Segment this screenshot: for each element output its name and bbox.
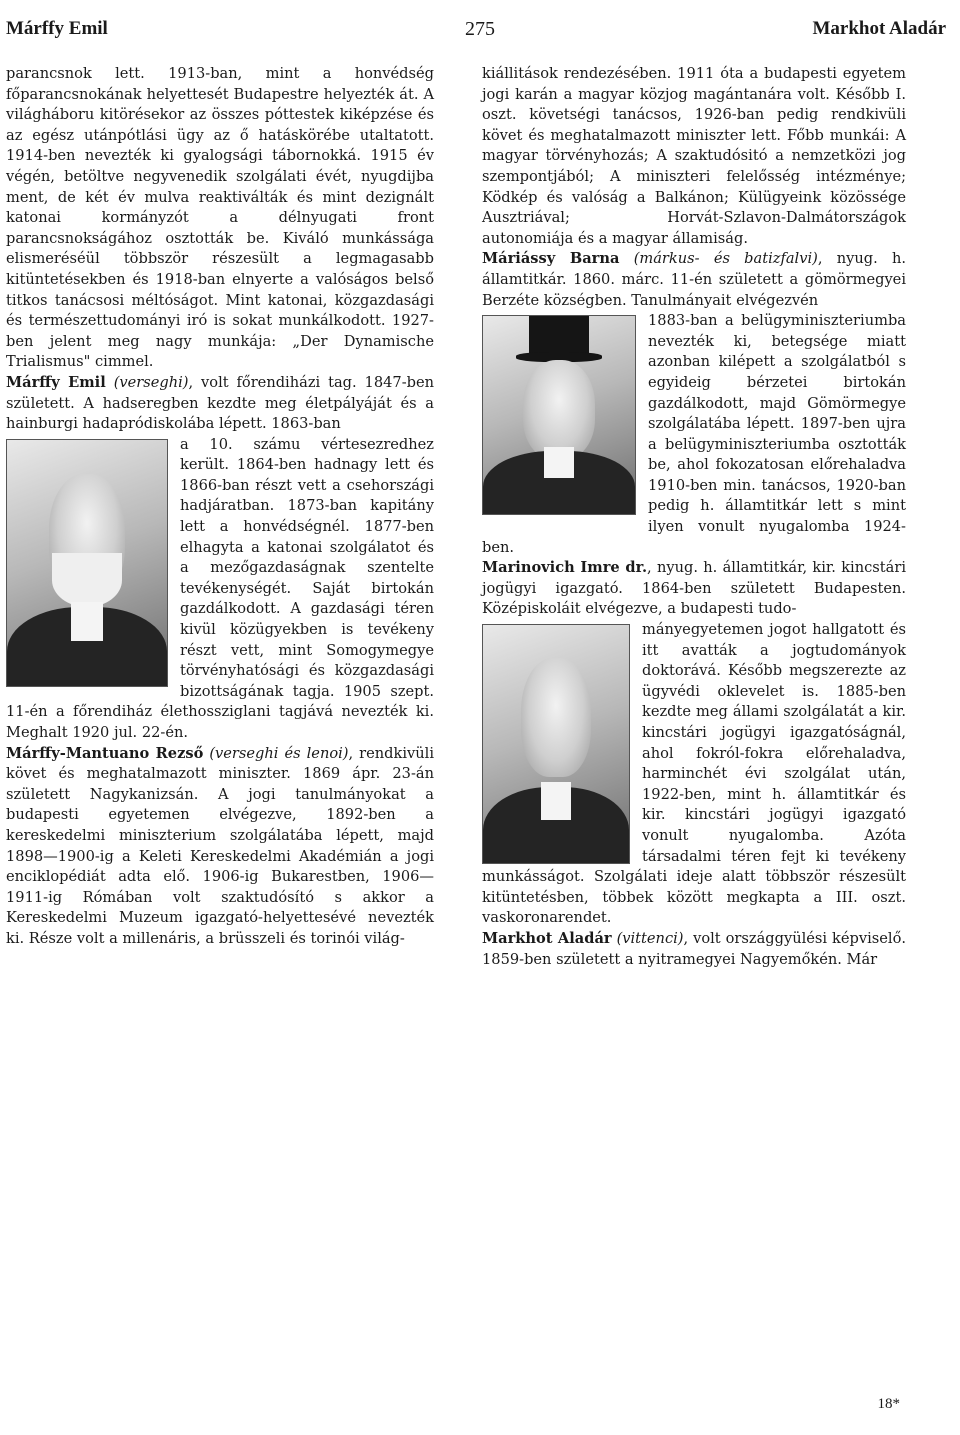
entry-text: , volt főrendiházi tag. 1847-ben született. A hadseregben kezdte meg életpályáját és a hainburgi hadapródiskolába lépett. 1863-ban [6,373,435,433]
entry-markhot-aladar [482,929,906,970]
entry-mariassy-barna [482,249,906,311]
entry-text: , nyug. h. államtitkár. 1860. márc. 11-én született a gömörmegyei Berzéte községben. Tanulmányait elvégezvén [482,250,907,309]
running-header [0,14,960,44]
header-left-name: Márffy Emil [6,18,108,39]
entry-epithet: (márkus- és batizfalvi) [633,250,818,268]
entry-text: , volt országgyülési képviselő. 1859-ben született a nyitramegyei Nagyemőkén. Már [482,929,906,968]
entry-epithet: (verseghi) [113,373,189,391]
entry-text: , rendkivüli követ és meghatalmazott miniszter. 1869 ápr. 23-án született Nagykanizsán. A jogi tanulmányokat a budapesti egyetemen elvégezve, 1892-ben a kereskedelmi miniszterium szolgálatába lépett, majd 1898—1900-ig a Keleti Kereskedelmi Akadémián a jogi enciklopédiát adta elő. 1906-ig Bukarestben, 1906—1911-ig Rómában volt szaktudósító s akkor a Kereskedelmi Muzeum igazgató-helyettesévé nevezték ki. Része volt a millenáris, a brüsszeli és torinói világ- [6,744,435,947]
entry-marinovich-imre-cont: mányegyetemen jogot hallgatott és itt avatták a jogtudományok doktorává. Később megszerezte az ügyvédi oklevelet is. 1885-ben kezdte meg állami szolgálatát a kir. kincstári jogügyi igazgatóságnál, ahol fokról-fokra előrehaladva, harminchét évi szolgálat után, 1922-ben, mint h. államtitkár és kir. kincstári jogügyi igazgató vonult nyugalomba. Azóta társadalmi téren fejt ki tevékeny munkásságot. Szolgálati ideje alatt többször részesült kitüntetésben, többek között megkapta a III. oszt. vaskoronarendet. [482,621,906,927]
header-right-name: Markhot Aladár [812,18,946,39]
portrait-marffy-emil [6,439,168,687]
portrait-mariassy-barna [482,315,636,515]
entry-mariassy-barna-cont: 1883-ban a belügyminiszteriumba nevezték ki, betegsége miatt azonban kilépett a szolgálatból s egyideig bérzetei birtokán gazdálkodott, majd Gömörmegye szolgálatába lépett. 1897-ben ujra a belügyminiszteriumba osztották be, ahol fokozatosan előrehaladva 1910-ben min. tanácsos, 1920-ban pedig h. államtitkár lett s mint ilyen vonult nyugalomba 1924-ben. [482,312,906,556]
entry-name: Markhot Aladár [482,929,612,947]
right-column [482,64,906,970]
entry-name: Máriássy Barna [482,250,620,268]
entry-marffy-mantuano [6,744,434,950]
entry-name: Márffy-Mantuano Rezső [6,744,204,762]
entry-epithet: (verseghi és lenoi) [209,744,349,762]
entry-name: Márffy Emil [6,373,106,391]
left-intro-paragraph: parancsnok lett. 1913-ban, mint a honvédség főparancsnokának helyettesét Budapestre helyezték át. A világháboru kitörésekor az összes póttestek kiképzése és az egész utánpótlási ügy az ő hatáskörébe utaltatott. 1914-ben nevezték ki gyalogsági tábornokká. 1915 év végén, betöltve negyvenedik szolgálati évét, nyugdijba ment, de két év mulva reaktiválták és mint dezignált katonai kormányzót a délnyugati front parancsnokságához osztották be. Kiváló munkássága elismeréséül többször részesült a legmagasabb kitüntetésekben és 1918-ban elnyerte a valóságos belső titkos tanácsosi méltóságot. Mint katonai, közgazdasági és természettudományi iró is sokat munkálkodott. 1927-ben jelent meg nagy munkája: „Der Dynamische Trialismus" cimmel. [6,65,434,371]
right-intro-paragraph: kiállitások rendezésében. 1911 óta a budapesti egyetem jogi karán a magyar közjog magántanára volt. Később I. oszt. követségi tanácsos, 1926-ban pedig rendkivüli követ és meghatalmazott miniszter lett. Főbb munkái: A magyar törvényhozás; A szaktudósitó a nemzetközi jog szempontjából; A miniszteri felelősség intézménye; Ködkép és valóság a Balkánon; Külügyeink közössége Ausztriával; Horvát-Szlavon-Dalmátországok autonomiája és a magyar államiság. [482,65,906,247]
portrait-marinovich-imre [482,624,630,864]
signature-mark: 18* [877,1396,900,1412]
entry-marffy-emil-cont: a 10. számu vértesezredhez került. 1864-ben hadnagy lett és 1866-ban részt vett a csehországi hadjáratban. 1873-ban kapitány lett a honvédségnél. 1877-ben elhagyta a katonai szolgálatot és a mezőgazdaságnak szentelte tevékenységét. Saját birtokán gazdálkodott. A gazdasági téren kivül közügyekben is tevékeny részt vett, mint Somogymegye törvényhatósági és közgazdasági bizottságának tagja. 1905 szept. 11-én a főrendiház élethossziglani tagjává nevezték ki. Meghalt 1920 jul. 22-én. [6,435,434,741]
entry-text: , nyug. h. államtitkár, kir. kincstári jogügyi igazgató. 1864-ben született Budapesten. Középiskoláit elvégezve, a budapesti tudo- [482,559,906,618]
entry-marffy-emil [6,373,434,435]
entry-name: Marinovich Imre dr. [482,559,648,577]
entry-epithet: (vittenci) [616,929,684,947]
left-column [6,64,434,950]
entry-marinovich-imre [482,558,906,620]
page-number: 275 [465,18,495,40]
